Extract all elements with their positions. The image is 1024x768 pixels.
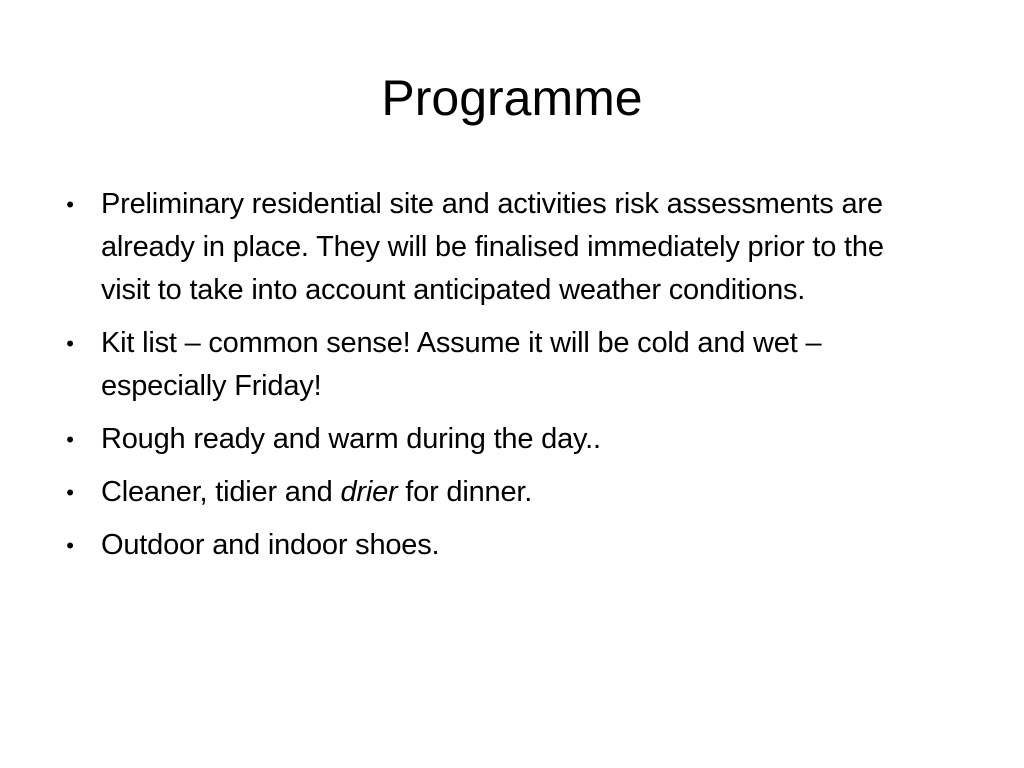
- bullet-text: [101, 476, 532, 508]
- slide-title: Programme: [381, 70, 643, 126]
- bullet-dot-icon: •: [66, 427, 74, 452]
- bullet-item: [60, 418, 940, 461]
- bullet-item: [60, 183, 940, 312]
- bullet-text-part: Preliminary residential site and activities risk assessments are already in place. They will be finalised immediately prior to the visit to take into account anticipated weather conditions.: [101, 188, 884, 306]
- bullet-text-part: Rough ready and warm during the day..: [101, 423, 601, 455]
- bullet-text: [101, 327, 821, 402]
- bullet-text-part: Outdoor and indoor shoes.: [101, 529, 440, 561]
- bullet-dot-icon: •: [66, 533, 74, 558]
- bullet-text: [101, 423, 601, 455]
- bullet-dot-icon: •: [66, 192, 74, 217]
- bullet-text-part: Kit list – common sense! Assume it will be cold and wet – especially Friday!: [101, 327, 822, 402]
- bullet-item: [60, 322, 940, 408]
- bullet-text-part: Cleaner, tidier and: [101, 476, 341, 508]
- bullet-dot-icon: •: [66, 331, 74, 356]
- bullet-text-emphasis: drier: [340, 476, 398, 508]
- bullet-text-part: for dinner.: [397, 476, 533, 508]
- bullet-list: [60, 183, 940, 577]
- bullet-dot-icon: •: [66, 480, 74, 505]
- bullet-text: [101, 529, 439, 561]
- bullet-item: [60, 524, 940, 567]
- bullet-item: [60, 471, 940, 514]
- bullet-text: [101, 188, 884, 306]
